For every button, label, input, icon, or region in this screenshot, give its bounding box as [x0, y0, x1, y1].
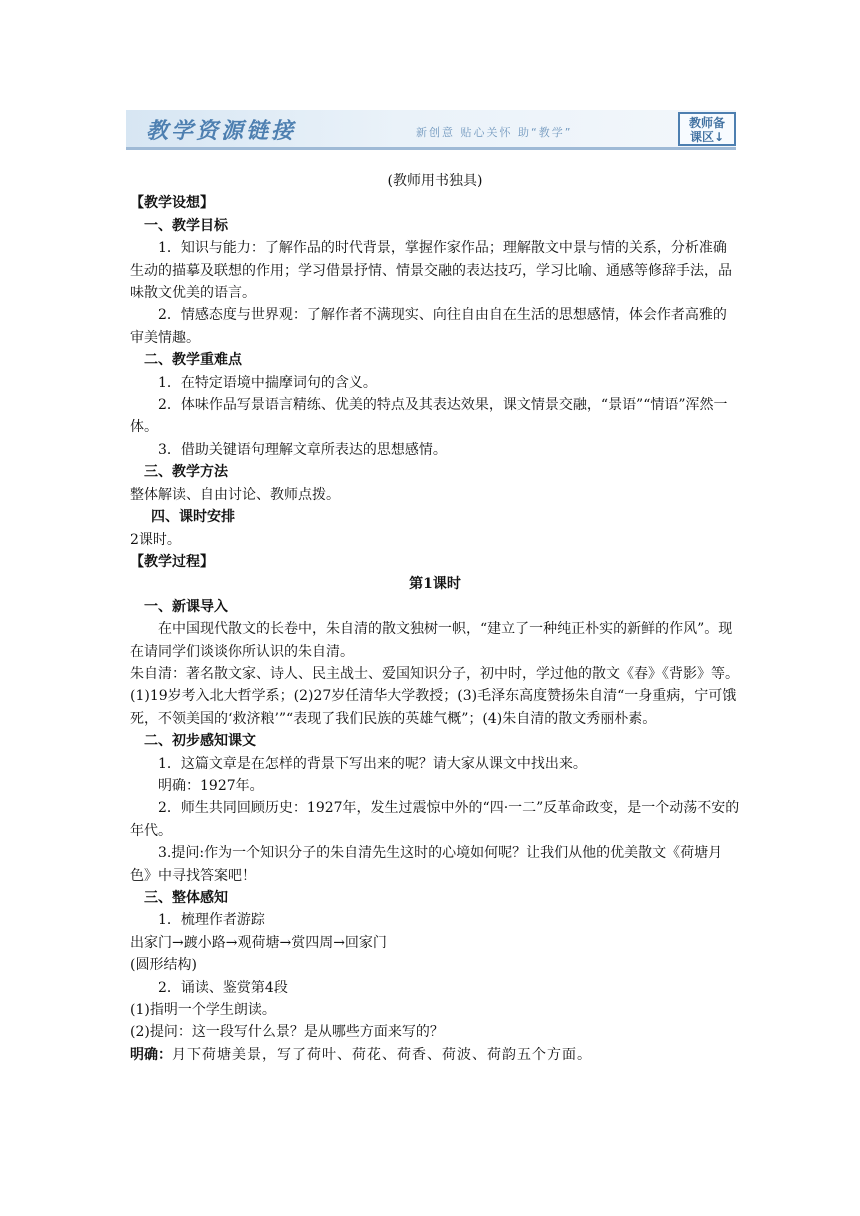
paragraph: 在中国现代散文的长卷中，朱自清的散文独树一帜，“建立了一种纯正朴实的新鲜的作风”。现在请同学们谈谈你所认识的朱自清。	[130, 621, 733, 660]
paragraph: 2．情感态度与世界观：了解作者不满现实、向往自由自在生活的思想感情，体会作者高雅的审美情趣。	[130, 307, 727, 346]
badge-line-2: 课区↓	[689, 130, 725, 144]
section-heading: 一、教学目标	[144, 217, 228, 234]
paragraph: (2)提问：这一段写什么景？是从哪些方面来写的？	[130, 1024, 444, 1041]
paragraph: 明确：1927年。	[158, 777, 264, 794]
section-heading: 四、课时安排	[151, 509, 235, 526]
paragraph: 整体解读、自由讨论、教师点拨。	[130, 486, 340, 503]
paragraph: 1．在特定语境中揣摩词句的含义。	[158, 374, 377, 391]
section-heading: 二、教学重难点	[144, 352, 242, 369]
paragraph: 3．借助关键语句理解文章所表达的思想感情。	[158, 441, 447, 458]
paragraph: 朱自清：著名散文家、诗人、民主战士、爱国知识分子，初中时，学过他的散文《春》《背影》等。(1)19岁考入北大哲学系；(2)27岁任清华大学教授；(3)毛泽东高度赞扬朱自清“一身重病，宁可饿死，不领美国的‘救济粮’”“表现了我们民族的英雄气概”；(4)朱自清的散文秀丽朴素。	[130, 665, 739, 727]
structure-note: (圆形结构)	[130, 957, 197, 974]
paragraph: 1．这篇文章是在怎样的背景下写出来的呢？请大家从课文中找出来。	[158, 755, 587, 772]
process-heading: 【教学过程】	[130, 553, 214, 570]
paragraph: (1)指明一个学生朗读。	[130, 1002, 276, 1019]
answer-line	[130, 1044, 740, 1066]
route-line: 出家门→踱小路→观荷塘→赏四周→回家门	[130, 934, 387, 951]
section-heading: 三、整体感知	[144, 890, 228, 906]
resource-banner	[126, 110, 736, 150]
paragraph: 2．师生共同回顾历史：1927年，发生过震惊中外的“四·一二”反革命政变，是一个动荡不安的年代。	[130, 800, 740, 839]
paragraph: 1．知识与能力：了解作品的时代背景，掌握作家作品；理解散文中景与情的关系，分析准确生动的描摹及联想的作用；学习借景抒情、情景交融的表达技巧，学习比喻、通感等修辞手法，品味散文优美的语言。	[130, 240, 732, 302]
banner-title: 教学资源链接	[146, 118, 297, 144]
answer-text: 月下荷塘美景，写了荷叶、荷花、荷香、荷波、荷韵五个方面。	[172, 1046, 592, 1063]
paragraph: 1．梳理作者游踪	[158, 912, 265, 929]
lesson-title: 第1课时	[409, 576, 461, 593]
answer-label: 明确：	[130, 1046, 172, 1063]
paragraph: 3.提问:作为一个知识分子的朱自清先生这时的心境如何呢？让我们从他的优美散文《荷塘月色》中寻找答案吧！	[130, 845, 723, 884]
document-body	[130, 170, 740, 1066]
banner-slogan: 新创意 贴心关怀 助“教学”	[416, 126, 573, 139]
badge-line-1: 教师备	[688, 116, 725, 130]
paragraph: 2．诵读、鉴赏第4段	[158, 979, 288, 996]
teacher-area-badge	[678, 112, 736, 146]
paragraph: 2课时。	[130, 531, 181, 548]
teacher-only-note: (教师用书独具)	[387, 173, 483, 189]
section-heading: 一、新课导入	[144, 598, 228, 615]
conception-heading: 【教学设想】	[130, 195, 214, 212]
section-heading: 二、初步感知课文	[144, 733, 256, 750]
paragraph: 2．体味作品写景语言精练、优美的特点及其表达效果，课文情景交融，“景语”“情语”浑然一体。	[130, 397, 728, 436]
section-heading: 三、教学方法	[144, 464, 228, 481]
